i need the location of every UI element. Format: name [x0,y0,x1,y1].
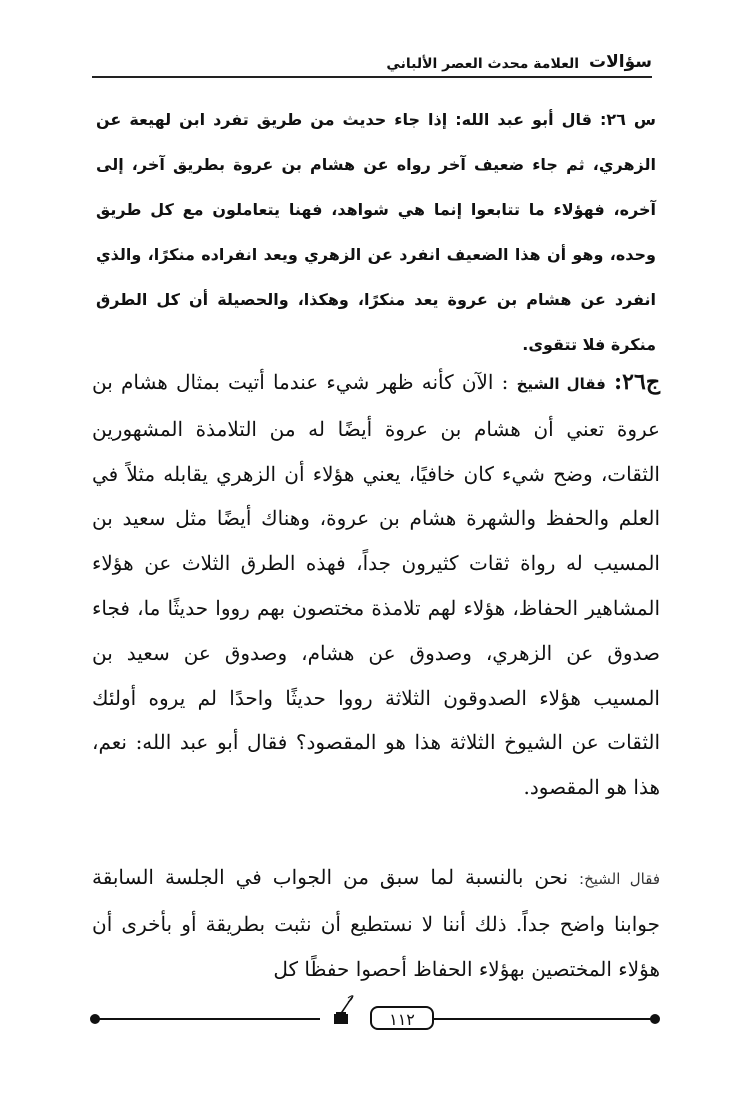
answer-text: : الآن كأنه ظهر شيء عندما أتيت بمثال هشام بن عروة تعني أن هشام بن عروة أيضًا له من التلامذة المشهورين الثقات، وضح شيء كان خافيًا، يعني هؤلاء أن الزهري يقابله مثلاً في العلم والحفظ والشهرة هشام بن عروة، وهناك أيضًا مثل سعيد بن المسيب له رواة ثقات كثيرون جداً، فهذه الطرق الثلاث عن هؤلاء المشاهير الحفاظ، هؤلاء لهم تلامذة مختصون بهم رووا حديثًا ما، فجاء صدوق عن الزهري، وصدوق عن هشام، وصدوق عن سعيد بن المسيب هؤلاء الصدوقون الثلاثة رووا حديثًا واحدًا لم يروه أولئك الثقات عن الشيوخ الثلاثة هذا هو المقصود؟ فقال أبو عبد الله: نعم، هذا هو المقصود. [92,370,660,800]
series-title: سؤالات [589,52,652,72]
inkwell-quill-icon [328,994,354,1028]
closing-text: نحن بالنسبة لما سبق من الجواب في الجلسة السابقة جوابنا واضح جداً. ذلك أننا لا نستطيع أن نثبت بطريقة أو بأخرى أن هؤلاء المختصين بهؤلاء الحفاظ أحصوا حفظًا كل [92,865,660,981]
book-title: العلامة محدث العصر الألباني [386,56,580,72]
answer-paragraph [92,360,660,810]
closing-lead: فقال الشيخ: [579,870,660,888]
footer-rule-left [98,1018,320,1020]
question-text: س ٢٦: قال أبو عبد الله: إذا جاء حديث من طريق تفرد ابن لهيعة عن الزهري، ثم جاء ضعيف آخر رواه عن هشام بن عروة بطريق آخر، إلى آخره، فهؤلاء ما تتابعوا إنما هي شواهد، فهنا يتعاملون مع كل طريق وحده، وهو أن هذا الضعيف انفرد عن الزهري ويعد انفراده منكرًا، والذي انفرد عن هشام بن عروة يعد منكرًا، وهكذا، والحصيلة أن كل الطرق منكرة فلا تتقوى. [96,110,656,354]
page-number: ١١٢ [370,1006,434,1030]
page-footer [90,1000,660,1040]
footer-dot-right [650,1014,660,1024]
running-header [92,38,652,78]
question-paragraph [96,97,656,367]
footer-rule-right [434,1018,652,1020]
answer-mark: ج٢٦: [614,369,661,395]
answer-lead: فقال الشيخ [516,375,606,393]
closing-paragraph [92,855,660,991]
